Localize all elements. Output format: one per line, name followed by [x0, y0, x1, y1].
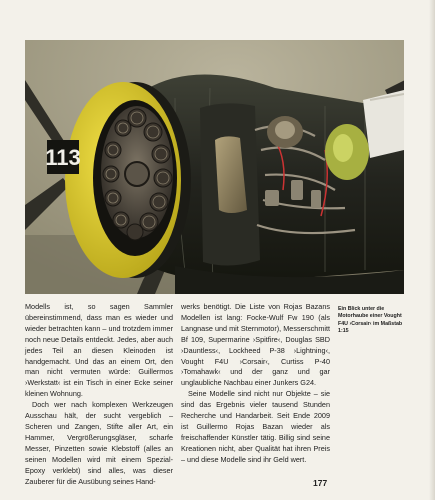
paragraph: Seine Modelle sind nicht nur Objekte – sie sind das Ergebnis vieler tausend Stunden Recherche und Handarbeit. Seit Ende 2009 ist Guillermo Rojas Bazan wieder als freischaffender Künstler tätig. Billig sind seine Kreationen nicht, aber Qualität hat ihren Preis – und diese Modelle sind ihr Geld wert. [181, 389, 330, 464]
corsair-engine-photo [25, 40, 404, 294]
paragraph: Modells ist, so sagen Sammler übereinstimmend, dass man es wieder und wieder betrachten kann – und trotzdem immer noch neue Details entdeckt. Jedes, aber auch jedes Teil an diesen Kleinoden ist handgemacht. Und das an einem Ort, den man nicht vermuten würde: Guillermos ›Werkstatt‹ ist ein Tisch in einer Ecke seiner kleinen Wohnung. [25, 302, 173, 399]
fuselage-number: 113 [45, 145, 81, 170]
text-column-right [181, 302, 330, 466]
text-column-left [25, 302, 173, 487]
page-number: 177 [313, 478, 328, 488]
paragraph: Doch wer nach komplexen Werkzeugen Ausschau hält, der sucht vergeblich – Scheren und Zangen, Stifte aller Art, ein Hammer, Vergrößerungsgläser, scharfe Messer, Pinzetten sowie Klebstoff (alles an seinen Modellen wird mit einem Spezial-Epoxy verklebt) sind alles, was dieser Zauberer für die Ausübung seines Hand- [25, 400, 173, 486]
paragraph: werks benötigt. Die Liste von Rojas Bazans Modellen ist lang: Focke-Wulf Fw 190 (als Langnase und mit Sternmotor), Messerschmitt Bf 109, Supermarine ›Spitfire‹, Douglas SBD ›Dauntless‹, Lockheed P-38 ›Lightning‹, Vought F4U ›Corsair‹, Curtiss P-40 ›Tomahawk‹ und der ganz und gar unglaubliche Nachbau einer Junkers G24. [181, 302, 330, 388]
photo-caption: Ein Blick unter die Motorhaube einer Vought F4U ›Corsair‹ im Maßstab 1:15 [338, 306, 403, 335]
page-edge [429, 0, 435, 500]
